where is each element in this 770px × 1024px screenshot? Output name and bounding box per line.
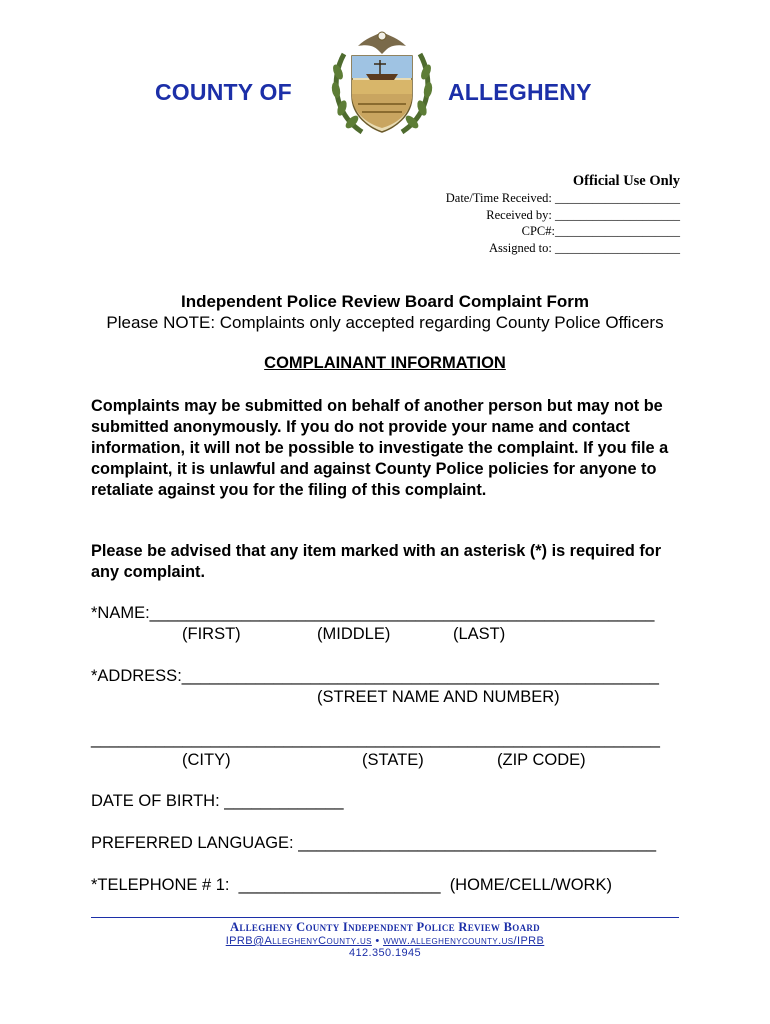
telephone-1-field[interactable]: *TELEPHONE # 1: ______________________ (HOME/CELL/WORK) [91,876,612,894]
address-street-label: (STREET NAME AND NUMBER) [317,688,560,706]
anonymity-paragraph: Complaints may be submitted on behalf of another person but may not be submitted anonymously. If you do not provide your name and contact information, it will not be possible to investigate the complaint. If you file a complaint, it is unlawful and against County Police policies for anyone to retaliate against you for the filing of this complaint. [91,397,669,499]
allegheny-county-seal-icon [322,24,442,140]
zip-code-label: (ZIP CODE) [497,751,586,769]
footer-email-link[interactable]: IPRB@AlleghenyCounty.us [225,935,372,947]
county-of-heading: COUNTY OF [155,79,292,105]
city-state-zip-field[interactable]: ______________________________________________________________ [91,730,660,748]
received-by-field: Received by: ____________________ [486,207,680,222]
form-note: Please NOTE: Complaints only accepted regarding County Police Officers [106,313,664,332]
date-of-birth-field[interactable]: DATE OF BIRTH: _____________ [91,792,344,810]
official-use-block [380,173,680,256]
name-middle-label: (MIDDLE) [317,625,391,643]
footer-website-link[interactable]: www.alleghenycounty.us/IPRB [383,935,545,947]
asterisk-paragraph: Please be advised that any item marked with an asterisk (*) is required for any complaint. [91,542,662,581]
allegheny-heading: ALLEGHENY [448,79,592,105]
footer-separator: • [371,935,384,947]
city-label: (CITY) [182,751,231,769]
name-last-label: (LAST) [453,625,506,643]
footer-divider [91,917,679,918]
footer-contact-line [0,935,770,947]
assigned-to-field: Assigned to: ____________________ [489,240,680,255]
footer-phone: 412.350.1945 [348,947,422,959]
section-heading: COMPLAINANT INFORMATION [264,354,506,372]
address-field[interactable]: *ADDRESS:____________________________________________________ [91,667,659,685]
official-use-title: Official Use Only [572,173,680,189]
form-title: Independent Police Review Board Complaint Form [180,292,590,311]
cpc-number-field: CPC#:____________________ [521,224,680,238]
state-label: (STATE) [362,751,424,769]
footer-org-name: Allegheny County Independent Police Review Board [230,920,540,934]
preferred-language-field[interactable]: PREFERRED LANGUAGE: _______________________________________ [91,834,657,852]
date-time-received-field: Date/Time Received: ____________________ [445,191,680,205]
name-field[interactable]: *NAME:_______________________________________________________ [91,604,655,622]
name-first-label: (FIRST) [182,625,241,643]
